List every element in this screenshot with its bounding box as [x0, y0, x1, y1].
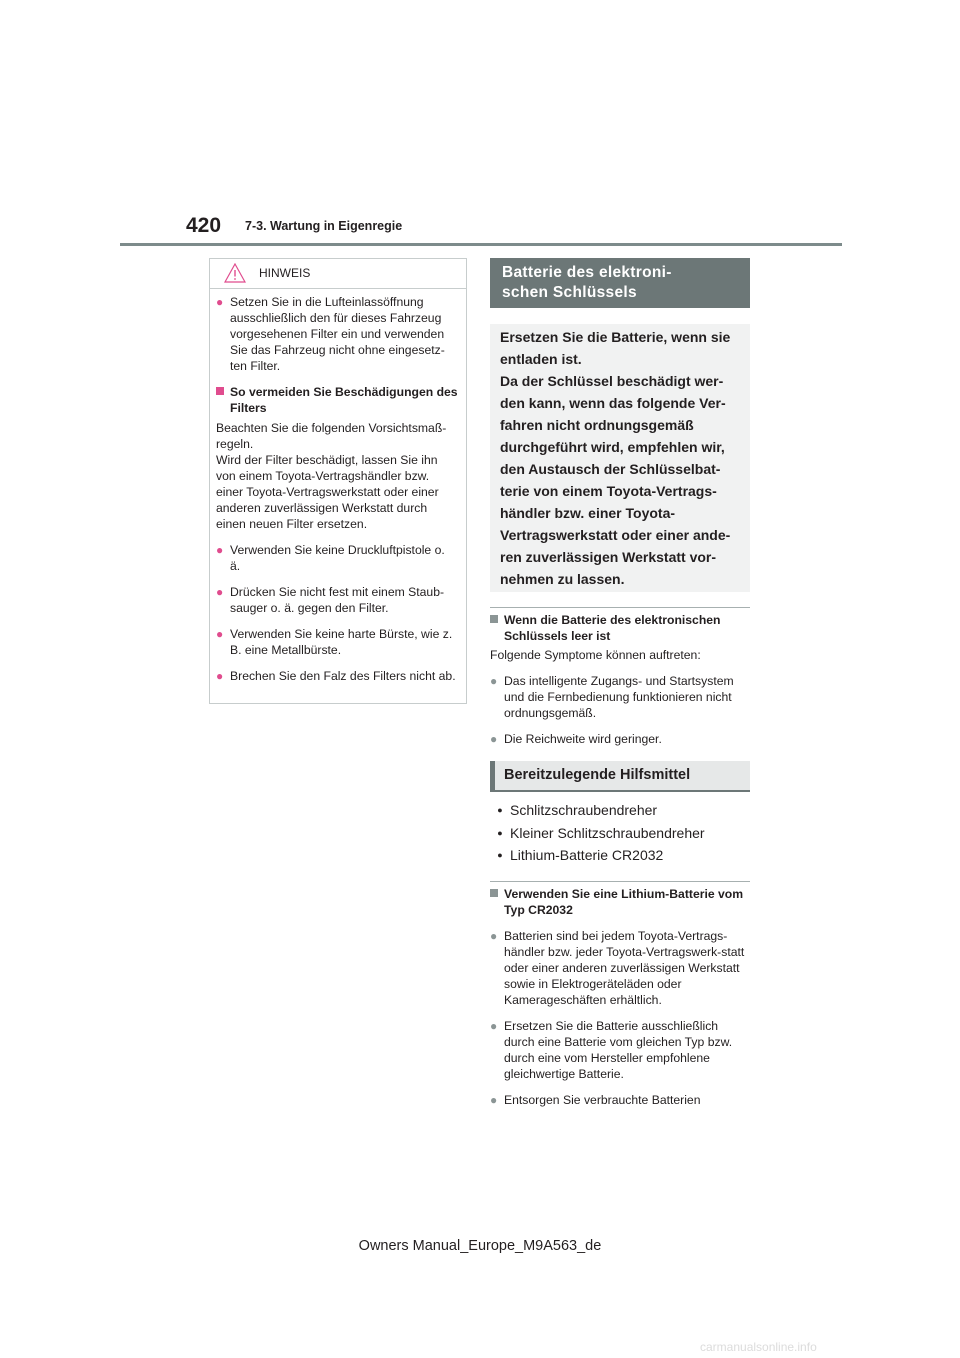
info-block-battery-type [490, 886, 750, 1118]
notice-body [210, 289, 466, 684]
section-title-tools: Bereitzulegende Hilfsmittel [490, 761, 750, 792]
square-bullet-icon [216, 384, 230, 416]
bullet-icon: ● [216, 669, 224, 683]
notice-item: ● Verwenden Sie keine Druckluftpistole o. ä. [216, 543, 445, 573]
square-bullet-icon [490, 612, 504, 644]
footer-doc-id: Owners Manual_Europe_M9A563_de [358, 1238, 602, 1254]
notice-item: ● Drücken Sie nicht fest mit einem Staub-sauger o. ä. gegen den Filter. [216, 585, 445, 615]
notice-item: ● Brechen Sie den Falz des Filters nicht ab. [216, 669, 456, 683]
notice-paragraph: Beachten Sie die folgenden Vorsichtsmaß-regeln. Wird der Filter beschädigt, lassen Sie ihn von einem Toyota-Vertragshändler bzw. einer Toyota-Vertragswerkstatt oder einer anderen zuverlässigen Werkstatt durch einen neuen Filter ersetzen. [216, 421, 447, 531]
notice-title: HINWEIS [259, 266, 311, 280]
info-item: ● Die Reichweite wird geringer. [490, 732, 662, 746]
info-heading: Verwenden Sie eine Lithium-Batterie vom Typ CR2032 [490, 886, 750, 918]
bullet-icon: ● [497, 827, 503, 838]
intro-box [490, 324, 750, 592]
bullet-icon: ● [490, 1093, 498, 1107]
page-number: 420 [186, 214, 222, 237]
bullet-icon: ● [497, 805, 503, 815]
notice-item: ● Setzen Sie in die Lufteinlassöffnung ausschließlich den für dieses Fahrzeug vorgesehenen Filter ein und verwenden Sie das Fahrzeug nicht ohne eingesetz-ten Filter. [216, 295, 445, 373]
intro-text: Ersetzen Sie die Batterie, wenn sie entladen ist. Da der Schlüssel beschädigt wer-den kann, wenn das folgende Ver-fahren nicht ordnungsgemäß durchgeführt wird, empfehlen wir, den Austausch der Schlüsselbat-terie von einem Toyota-Vertrags-händler bzw. einer Toyota-Vertragswerkstatt oder einer ande-ren zuverlässigen Werkstatt vor-nehmen zu lassen. [500, 329, 731, 587]
section-title-battery: Batterie des elektroni- schen Schlüssels [490, 258, 750, 308]
bullet-icon: ● [490, 732, 498, 746]
bullet-icon: ● [490, 1019, 498, 1033]
bullet-icon: ● [490, 929, 498, 943]
info-text: Folgende Symptome können auftreten: [490, 648, 701, 662]
notice-item: ● Verwenden Sie keine harte Bürste, wie z. B. eine Metallbürste. [216, 627, 453, 657]
info-heading: Wenn die Batterie des elektronischen Schlüssels leer ist [490, 612, 750, 644]
bullet-icon: ● [490, 674, 498, 688]
bullet-icon: ● [497, 850, 503, 860]
bullet-icon: ● [216, 627, 224, 641]
notice-box [209, 258, 467, 704]
header-rule [120, 243, 842, 246]
info-rule [490, 881, 750, 882]
tool-item: ● Lithium-Batterie CR2032 [490, 844, 750, 867]
info-item: ● Das intelligente Zugangs- und Startsystem und die Fernbedienung funktionieren nicht ordnungsgemäß. [490, 674, 734, 720]
bullet-icon: ● [216, 543, 224, 557]
info-item: ● Batterien sind bei jedem Toyota-Vertrags-händler bzw. jeder Toyota-Vertragswerk-statt oder einer anderen zuverlässigen Werkstatt sowie in Elektrogeräteläden oder Kamerageschäften erhältlich. [490, 929, 745, 1007]
tool-item: ● Schlitzschraubendreher [490, 799, 750, 822]
warning-triangle-icon [224, 263, 246, 283]
info-block-empty-battery [490, 612, 750, 757]
watermark: carmanualsonline.info [700, 1340, 817, 1354]
notice-subhead: So vermeiden Sie Beschädigungen des Filters [216, 384, 458, 416]
info-item: ● Ersetzen Sie die Batterie ausschließlich durch eine Batterie vom gleichen Typ bzw. durch eine vom Hersteller empfohlene gleichwertige Batterie. [490, 1019, 733, 1081]
section-reference: 7-3. Wartung in Eigenregie [245, 219, 403, 233]
square-bullet-icon [490, 886, 504, 918]
notice-header [210, 259, 466, 289]
bullet-icon: ● [216, 295, 224, 309]
bullet-icon: ● [216, 585, 224, 599]
tools-list [490, 799, 750, 867]
tool-item: ● Kleiner Schlitzschraubendreher [490, 822, 750, 845]
info-item: ● Entsorgen Sie verbrauchte Batterien [490, 1093, 701, 1107]
info-rule [490, 607, 750, 608]
